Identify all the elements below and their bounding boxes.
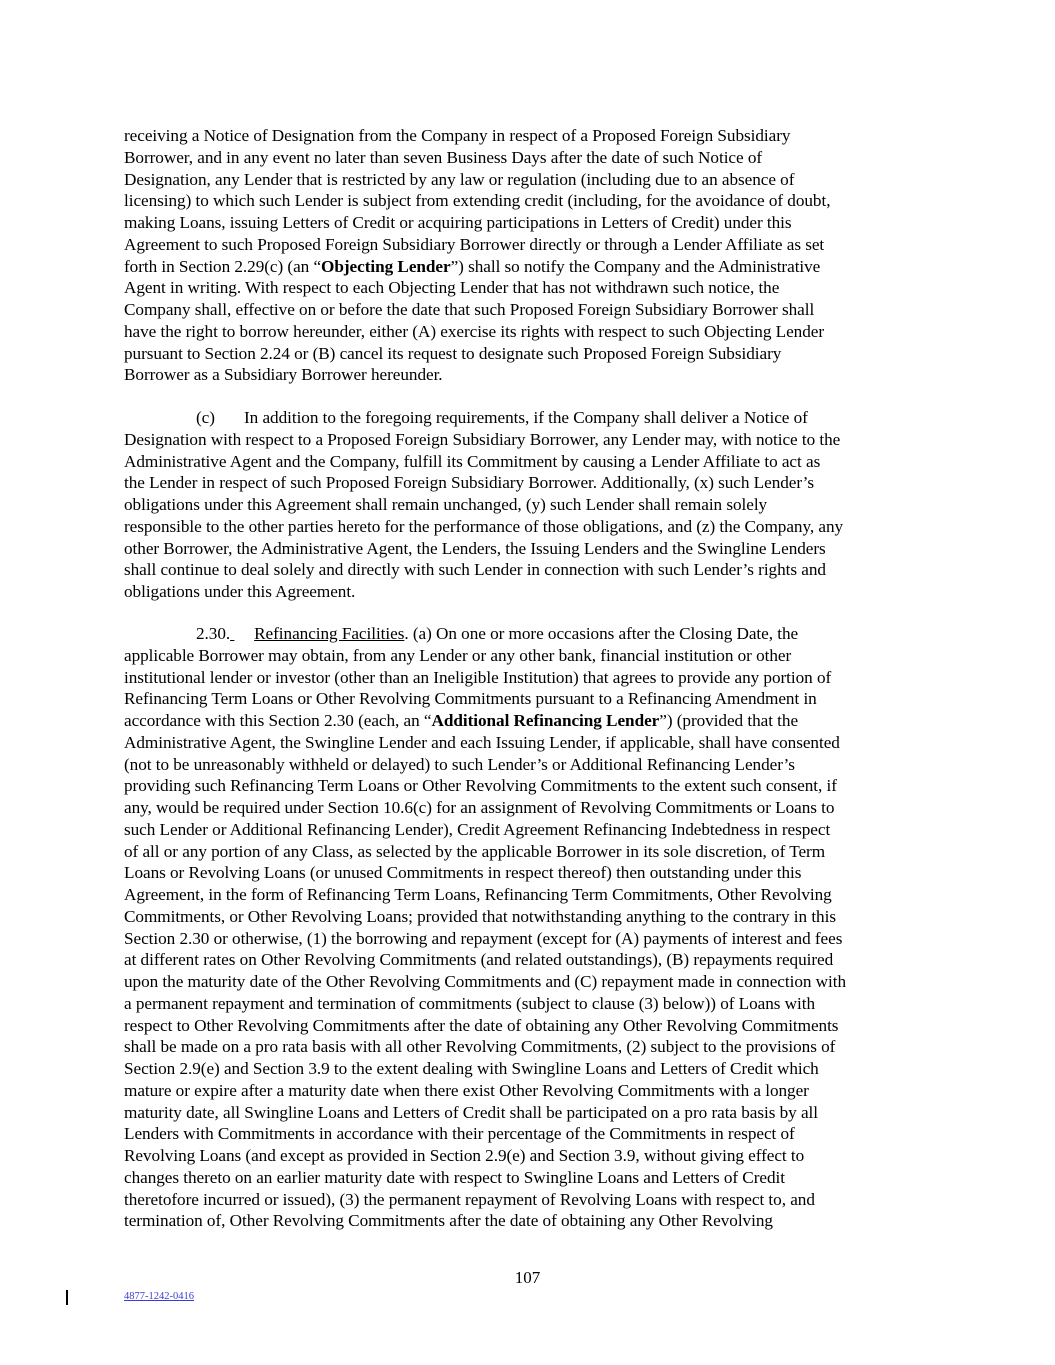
section-2-30 xyxy=(124,623,944,1232)
text-line xyxy=(124,710,944,732)
defined-term-additional-refinancing-lender: Additional Refinancing Lender xyxy=(431,711,660,730)
text-line: shall continue to deal solely and directly with such Lender in connection with such Lender’s rights and xyxy=(124,560,826,580)
section-heading-line xyxy=(124,623,944,645)
heading-spacer xyxy=(230,623,254,645)
text-line: Lenders with Commitments in accordance with their percentage of the Commitments in respect of xyxy=(124,1124,795,1144)
text-line: termination of, Other Revolving Commitments after the date of obtaining any Other Revolving xyxy=(124,1211,773,1231)
text-line: Agent in writing. With respect to each Objecting Lender that has not withdrawn such notice, the xyxy=(124,278,780,298)
text-line: theretofore incurred or issued), (3) the permanent repayment of Revolving Loans with respect to, and xyxy=(124,1189,815,1209)
text-line xyxy=(124,407,944,429)
text-line: respect to Other Revolving Commitments after the date of obtaining any Other Revolving Commitments xyxy=(124,1015,839,1035)
text-line: such Lender or Additional Refinancing Lender), Credit Agreement Refinancing Indebtedness in respect xyxy=(124,819,831,839)
text-line: applicable Borrower may obtain, from any Lender or any other bank, financial institution or other xyxy=(124,645,792,665)
text-line: shall be made on a pro rata basis with all other Revolving Commitments, (2) subject to the provisions of xyxy=(124,1037,836,1057)
paragraph-label: (c) xyxy=(196,408,215,427)
text-line: Commitments, or Other Revolving Loans; provided that notwithstanding anything to the contrary in this xyxy=(124,906,836,926)
text-line: the Lender in respect of such Proposed Foreign Subsidiary Borrower. Additionally, (x) such Lender’s xyxy=(124,473,815,493)
page-number: 107 xyxy=(514,1268,541,1287)
text-line: Section 2.9(e) and Section 3.9 to the extent dealing with Swingline Loans and Letters of Credit which xyxy=(124,1059,819,1078)
text-line: at different rates on Other Revolving Commitments (and related outstandings), (B) repayments required xyxy=(124,950,834,970)
text-line: Administrative Agent, the Swingline Lender and each Issuing Lender, if applicable, shall have consented xyxy=(124,732,840,752)
paragraph-c xyxy=(124,407,944,603)
text-fragment: In addition to the foregoing requirements, if the Company shall deliver a Notice of xyxy=(244,408,808,427)
text-line: Agreement to such Proposed Foreign Subsidiary Borrower directly or through a Lender Affiliate as set xyxy=(124,234,825,254)
text-line: mature or expire after a maturity date when there exist Other Revolving Commitments with a longer xyxy=(124,1080,809,1100)
change-bar xyxy=(66,1290,68,1305)
text-fragment: ”) shall so notify the Company and the Administrative xyxy=(450,256,821,276)
text-line: any, would be required under Section 10.6(c) for an assignment of Revolving Commitments or Loans to xyxy=(124,798,835,817)
text-fragment: forth in Section 2.29(c) (an “ xyxy=(124,256,322,276)
text-line: obligations under this Agreement. xyxy=(124,582,356,601)
text-line: responsible to the other parties hereto for the performance of those obligations, and (z) the Company, any xyxy=(124,516,844,536)
text-line: Borrower as a Subsidiary Borrower hereunder. xyxy=(124,365,443,385)
text-line: pursuant to Section 2.24 or (B) cancel its request to designate such Proposed Foreign Subsidiary xyxy=(124,343,782,363)
text-line: changes thereto on an earlier maturity date with respect to Swingline Loans and Letters of Credit xyxy=(124,1167,785,1187)
text-fragment: accordance with this Section 2.30 (each, an “ xyxy=(124,711,432,730)
text-line: Designation with respect to a Proposed Foreign Subsidiary Borrower, any Lender may, with notice to the xyxy=(124,429,841,449)
text-line: upon the maturity date of the Other Revolving Commitments and (C) repayment made in connection with xyxy=(124,972,847,991)
text-line: making Loans, issuing Letters of Credit or acquiring participations in Letters of Credit) under this xyxy=(124,213,792,232)
text-line: licensing) to which such Lender is subject from extending credit (including, for the avoidance of doubt, xyxy=(124,191,831,211)
text-line: other Borrower, the Administrative Agent, the Lenders, the Issuing Lenders and the Swingline Lenders xyxy=(124,538,826,558)
text-line: maturity date, all Swingline Loans and Letters of Credit shall be participated on a pro rata basis by all xyxy=(124,1102,818,1122)
text-line: Loans or Revolving Loans (or unused Commitments in respect thereof) then outstanding under this xyxy=(124,863,802,883)
text-line: Administrative Agent and the Company, fulfill its Commitment by causing a Lender Affiliate to act as xyxy=(124,451,821,471)
text-line: Refinancing Term Loans or Other Revolving Commitments pursuant to a Refinancing Amendment in xyxy=(124,689,817,709)
text-line: institutional lender or investor (other than an Ineligible Institution) that agrees to provide any portion of xyxy=(124,667,832,687)
text-line: Company shall, effective on or before the date that such Proposed Foreign Subsidiary Borrower shall xyxy=(124,300,815,319)
text-fragment: . (a) On one or more occasions after the Closing Date, the xyxy=(404,624,799,643)
text-line: of all or any portion of any Class, as selected by the applicable Borrower in its sole discretion, of Term xyxy=(124,841,826,861)
text-line: Designation, any Lender that is restricted by any law or regulation (including due to an absence of xyxy=(124,169,795,189)
section-heading: Refinancing Facilities xyxy=(254,624,405,643)
defined-term-objecting-lender: Objecting Lender xyxy=(321,256,451,276)
text-line: (not to be unreasonably withheld or delayed) to such Lender’s or Additional Refinancing Lender’s xyxy=(124,754,795,774)
text-fragment: ”) (provided that the xyxy=(659,711,799,730)
document-id-link[interactable]: 4877-1242-0416 xyxy=(124,1291,194,1302)
text-line: Revolving Loans (and except as provided in Section 2.9(e) and Section 3.9, without giving effect to xyxy=(124,1146,805,1165)
text-line: obligations under this Agreement shall remain unchanged, (y) such Lender shall remain solely xyxy=(124,495,768,514)
text-line: receiving a Notice of Designation from the Company in respect of a Proposed Foreign Subsidiary xyxy=(124,126,791,145)
text-line: Agreement, in the form of Refinancing Term Loans, Refinancing Term Commitments, Other Revolving xyxy=(124,885,832,904)
text-line: Borrower, and in any event no later than seven Business Days after the date of such Notice of xyxy=(124,147,763,167)
text-line: Section 2.30 or otherwise, (1) the borrowing and repayment (except for (A) payments of interest and fees xyxy=(124,928,843,948)
paragraph-b-continued xyxy=(124,125,944,386)
text-line: have the right to borrow hereunder, either (A) exercise its rights with respect to such Objecting Lender xyxy=(124,321,824,341)
text-line: providing such Refinancing Term Loans or Other Revolving Commitments to the extent such consent, if xyxy=(124,776,837,796)
text-line xyxy=(124,256,944,278)
section-number: 2.30. xyxy=(196,624,231,643)
text-line: a permanent repayment and termination of commitments (subject to clause (3) below)) of Loans with xyxy=(124,993,816,1013)
